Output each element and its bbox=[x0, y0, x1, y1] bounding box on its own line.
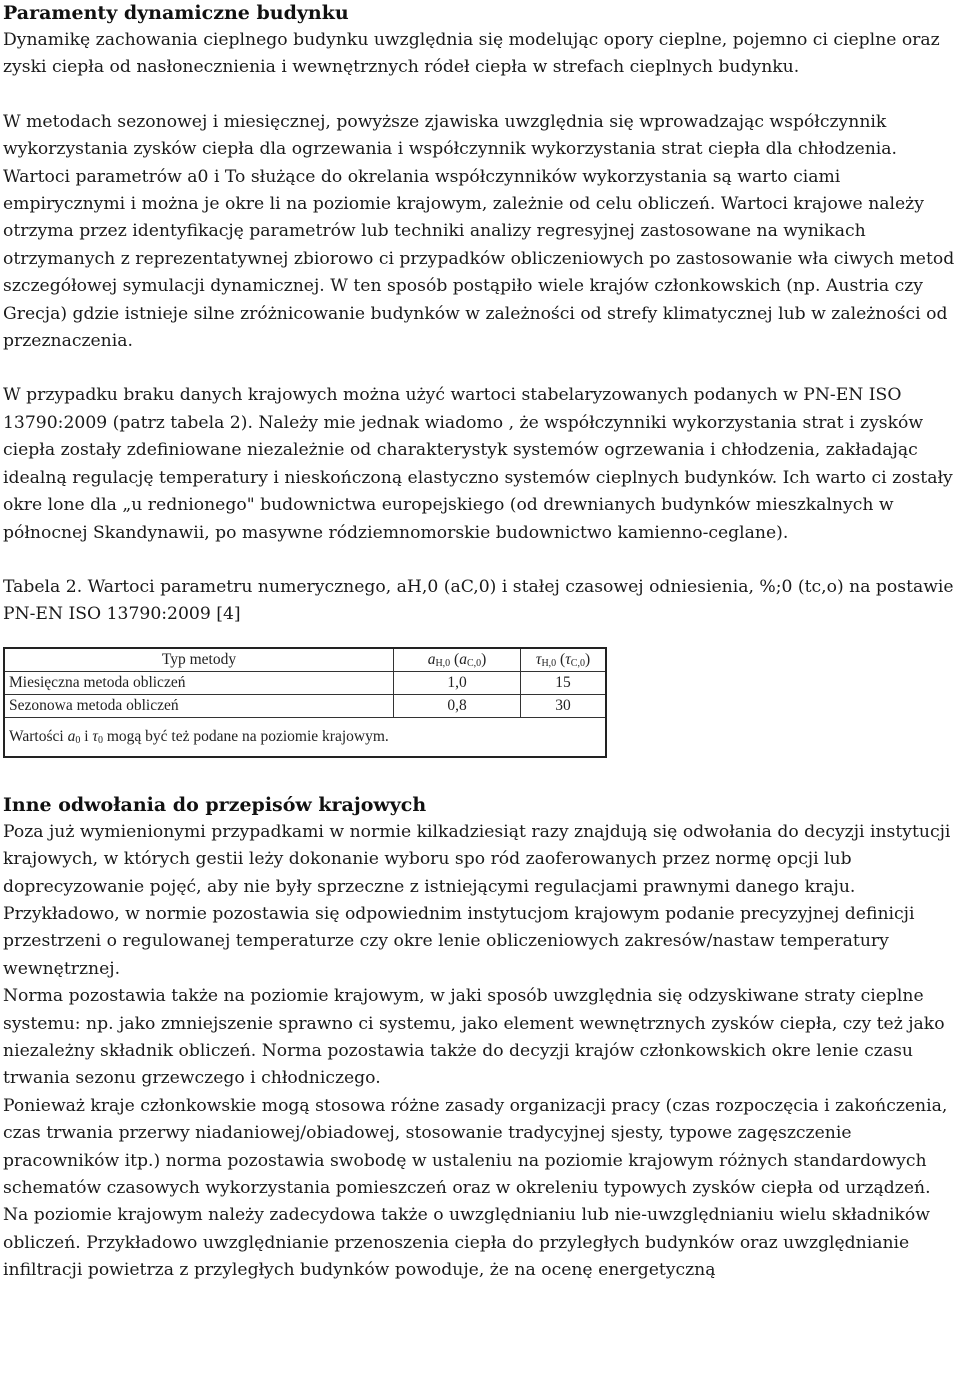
section-heading-dynamic-parameters: Paramenty dynamiczne budynku bbox=[3, 2, 349, 24]
row-tau-value: 15 bbox=[521, 671, 607, 694]
paragraph-national-4: Ponieważ kraje członkowskie mogą stosowa różne zasady organizacji pracy (czas rozpoczęcia i zakończenia, czas trwania przerwy niadaniowej/obiadowej, stosowanie tradycyjnej sjesty, typowe zagęszczenie pracowników itp.) norma pozostawia swobodę w ustaleniu na poziomie krajowym różnych standardowych schematów czasowych wykorzystania pomieszczeń oraz w okreleniu typowych zysków ciepła od urządzeń. bbox=[3, 1095, 948, 1198]
paragraph-national-2: Przykładowo, w normie pozostawia się odpowiednim instytucjom krajowym podanie precyzyjnej definicji przestrzeni o regulowanej temperaturze czy okre lenie obliczeniowych zakresów/nastaw temperatury wewnętrznej. bbox=[3, 903, 915, 979]
parameter-table-figure bbox=[3, 647, 607, 758]
parameter-table bbox=[3, 647, 607, 758]
table-note: Wartości $a_0$ i $\tau_0$ mogą być też podane na poziomie krajowym. bbox=[4, 717, 606, 757]
header-tau: $\tau_{H,0}$ $(\tau_{C,0})$ bbox=[521, 648, 607, 672]
section-heading-national-references: Inne odwołania do przepisów krajowych bbox=[3, 793, 427, 816]
header-a: $a_{H,0}$ $(a_{C,0})$ bbox=[394, 648, 521, 672]
document-page bbox=[3, 0, 959, 1285]
table-header-row bbox=[4, 648, 606, 672]
paragraph-national-1: Poza już wymienionymi przypadkami w normie kilkadziesiąt razy znajdują się odwołania do decyzji instytucji krajowych, w których gestii leży dokonanie wyboru spo ród zaoferowanych przez normę opcji lub doprecyzowanie pojęć, aby nie były sprzeczne z istniejącymi regulacjami prawnymi danego kraju. bbox=[3, 821, 951, 897]
paragraph-national-5: Na poziomie krajowym należy zadecydowa także o uwzględnianiu lub nie-uwzględnianiu wielu składników obliczeń. Przykładowo uwzględnianie przenoszenia ciepła do przyległych budynków oraz uwzględnianie infiltracji powietrza z przyległych budynków powoduje, że na ocenę energetyczną bbox=[3, 1205, 930, 1281]
table-note-row bbox=[4, 717, 606, 757]
table-row bbox=[4, 694, 606, 717]
row-method: Sezonowa metoda obliczeń bbox=[4, 694, 394, 717]
row-tau-value: 30 bbox=[521, 694, 607, 717]
paragraph-national-3: Norma pozostawia także na poziomie krajowym, w jaki sposób uwzględnia się odzyskiwane straty cieplne systemu: np. jako zmniejszenie sprawno ci systemu, jako element wewnętrznych zysków ciepła, czy też jako niezależny składnik obliczeń. Norma pozostawia także do decyzji krajów członkowskich okre lenie czasu trwania sezonu grzewczego i chłodniczego. bbox=[3, 986, 945, 1089]
paragraph-standard-values: W przypadku braku danych krajowych można użyć wartoci stabelaryzowanych podanych w PN-EN ISO 13790:2009 (patrz tabela 2). Należy mie jednak wiadomo , że współczynniki wykorzystania strat i zysków ciepła zostały zdefiniowane niezależnie od charakterystyk systemów ogrzewania i chłodzenia, zakładając idealną regulację temperatury i nieskończoną elastyczno systemów cieplnych budynków. Ich warto ci zostały okre lone dla „u rednionego" budownictwa europejskiego (od drewnianych budynków mieszkalnych w północnej Skandynawii, po masywne ródziemnomorskie budownictwo kamienno-ceglane). bbox=[3, 385, 953, 543]
row-a-value: 0,8 bbox=[394, 694, 521, 717]
header-method: Typ metody bbox=[4, 648, 394, 672]
table-row bbox=[4, 671, 606, 694]
paragraph-methods: W metodach sezonowej i miesięcznej, powyższe zjawiska uwzględnia się wprowadzając współczynnik wykorzystania zysków ciepła dla ogrzewania i współczynnik wykorzystania strat ciepła dla chłodzenia. Wartoci parametrów a0 i To służące do okrelania współczynników wykorzystania są warto ciami empirycznymi i można je okre li na poziomie krajowym, zależnie od celu obliczeń. Wartoci krajowe należy otrzyma przez identyfikację parametrów lub techniki analizy regresyjnej zastosowane na wynikach otrzymanych z reprezentatywnej zbiorowo ci przypadków obliczeniowych po zastosowanie wła ciwych metod szczegółowej symulacji dynamicznej. W ten sposób postąpiło wiele krajów członkowskich (np. Austria czy Grecja) gdzie istnieje silne zróżnicowanie budynków w zależności od strefy klimatycznej lub w zależności od przeznaczenia. bbox=[3, 111, 955, 352]
row-a-value: 1,0 bbox=[394, 671, 521, 694]
paragraph-intro: Dynamikę zachowania cieplnego budynku uwzględnia się modelując opory cieplne, pojemno ci cieplne oraz zyski ciepła od nasłonecznienia i wewnętrznych ródeł ciepła w strefach cieplnych budynku. bbox=[3, 30, 940, 78]
table-caption: Tabela 2. Wartoci parametru numerycznego, aH,0 (aC,0) i stałej czasowej odniesienia, %;0 (tc,o) na postawie PN-EN ISO 13790:2009 [4] bbox=[3, 576, 954, 625]
row-method: Miesięczna metoda obliczeń bbox=[4, 671, 394, 694]
